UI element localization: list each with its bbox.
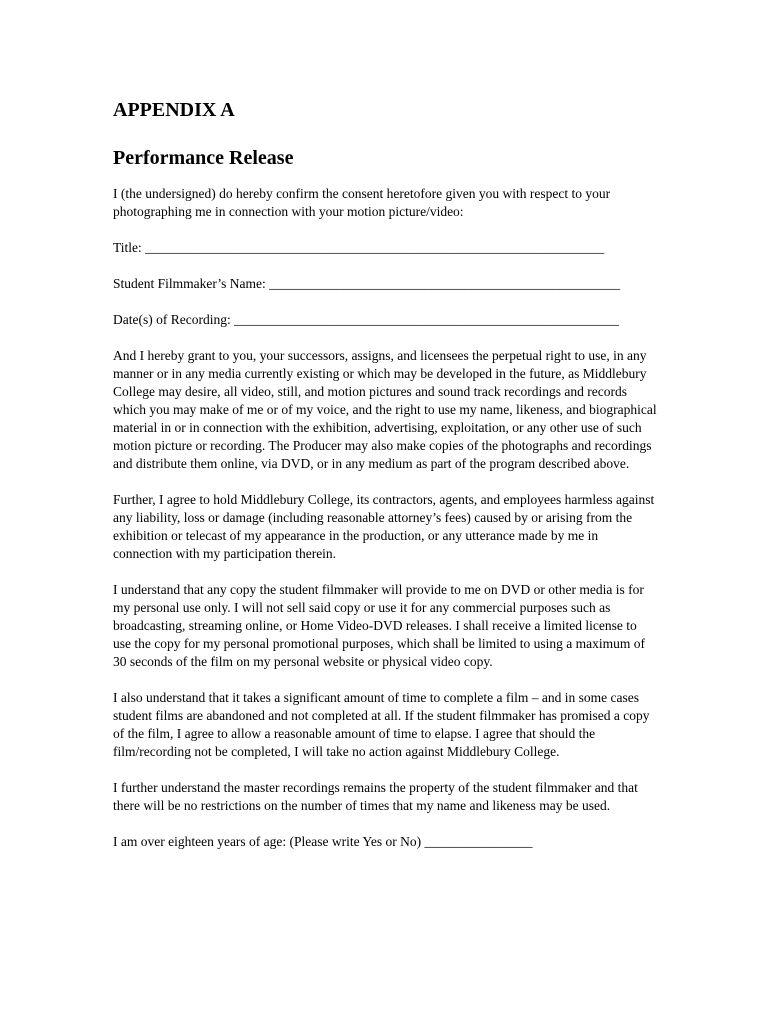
- appendix-heading: APPENDIX A: [113, 99, 235, 121]
- grant-paragraph: And I hereby grant to you, your successors, assigns, and licensees the perpetual right to use, in any manner or in any media currently existing or which may be developed in the future, as Middlebury College may desire, all video, still, and motion pictures and sound track recordings and records which you may make of me or of my voice, and the right to use my name, likeness, and biographical material in or in connection with the exhibition, advertising, exploitation, or any other use of such motion picture or recording. The Producer may also make copies of the photographs and recordings and distribute them online, via DVD, or in any medium as part of the program described above.: [113, 348, 657, 471]
- recording-dates-field-line: Date(s) of Recording: _________________________________________________________: [113, 312, 619, 327]
- intro-paragraph: I (the undersigned) do hereby confirm the consent heretofore given you with respect to your photographing me in connection with your motion picture/video:: [113, 186, 611, 219]
- copy-usage-paragraph: I understand that any copy the student filmmaker will provide to me on DVD or other media is for my personal use only. I will not sell said copy or use it for any commercial purposes such as broadcasting, streaming online, or Home Video-DVD releases. I shall receive a limited license to use the copy for my personal promotional purposes, which shall be limited to using a maximum of 30 seconds of the film on my personal website or physical video copy.: [113, 582, 646, 669]
- title-field-line: Title: ____________________________________________________________________: [113, 240, 605, 255]
- age-confirmation-line: I am over eighteen years of age: (Please write Yes or No) ________________: [113, 834, 533, 849]
- completion-paragraph: I also understand that it takes a significant amount of time to complete a film – and in some cases student films are abandoned and not completed at all. If the student filmmaker has promised a copy of the film, I agree to allow a reasonable amount of time to elapse. I agree that should the film/recording not be completed, I will take no action against Middlebury College.: [113, 690, 650, 759]
- master-recordings-paragraph: I further understand the master recordings remains the property of the student filmmaker and that there will be no restrictions on the number of times that my name and likeness may be used.: [113, 780, 638, 813]
- document-title: Performance Release: [113, 147, 294, 169]
- indemnity-paragraph: Further, I agree to hold Middlebury College, its contractors, agents, and employees harmless against any liability, loss or damage (including reasonable attorney’s fees) caused by or arising from the exhibition or telecast of my appearance in the production, or any utterance made by me in connection with my participation therein.: [113, 492, 655, 561]
- document-page: [113, 97, 658, 851]
- filmmaker-name-field-line: Student Filmmaker’s Name: ____________________________________________________: [113, 276, 621, 291]
